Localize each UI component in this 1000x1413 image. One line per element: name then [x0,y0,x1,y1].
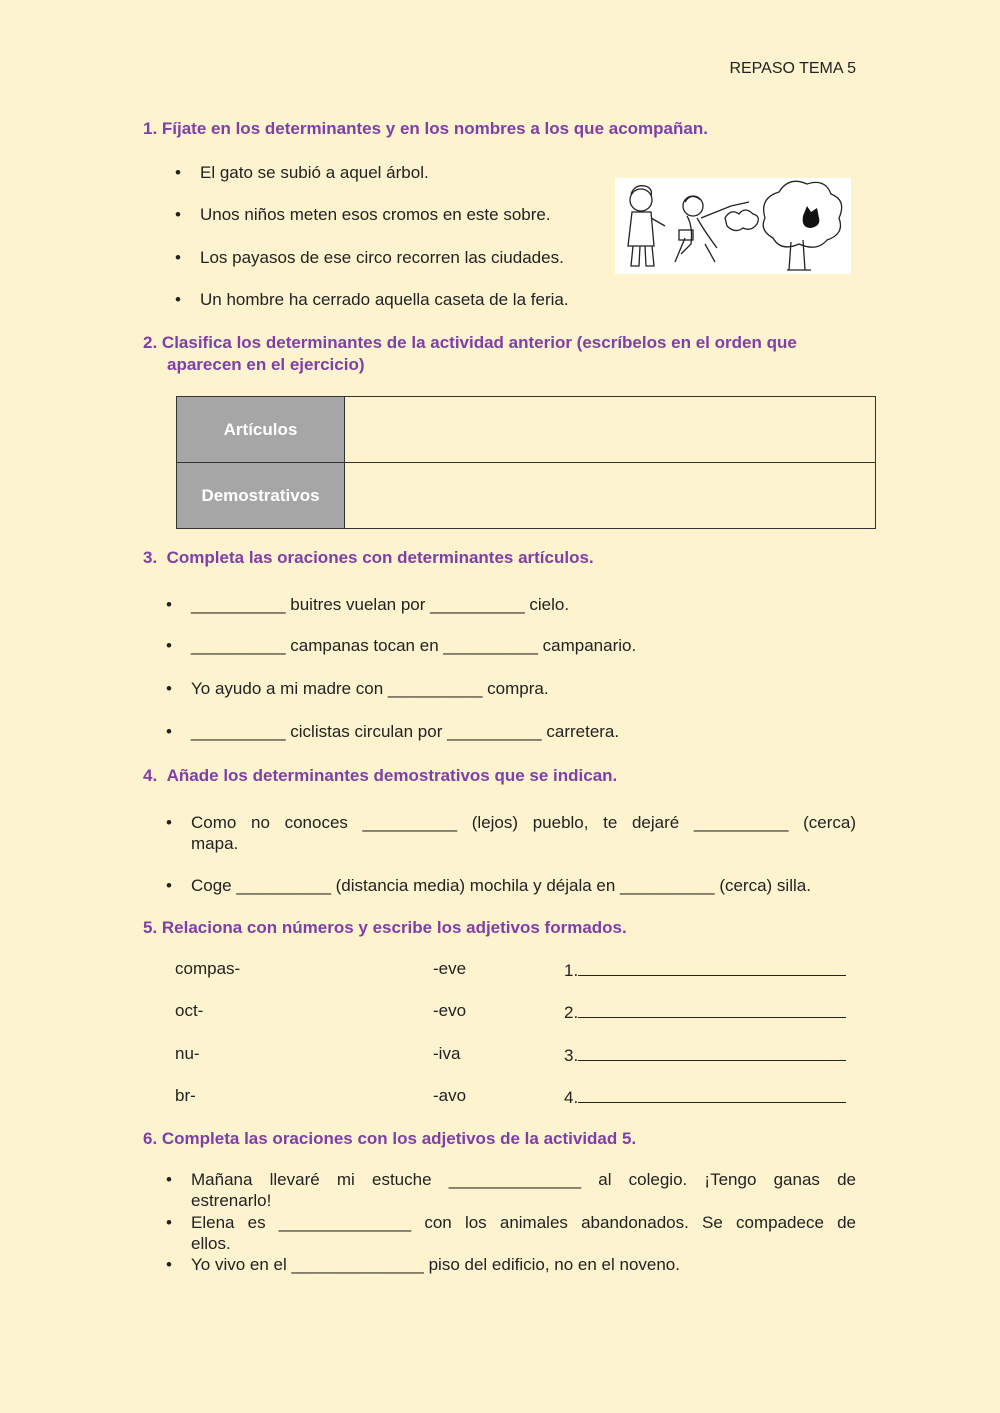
answer-line[interactable]: 4. [564,1086,846,1108]
word-ending: -iva [433,1044,461,1063]
q1-item: • Unos niños meten esos cromos en este sobre. [175,205,551,224]
page-header: REPASO TEMA 5 [729,60,856,77]
children-tree-illustration [615,178,851,274]
q4-item: • Coge __________ (distancia media) mochila y déjala en __________ (cerca) silla. [166,876,811,895]
q6-item: • Mañana llevaré mi estuche ______________ al colegio. ¡Tengo ganas de estrenarlo! [166,1170,856,1210]
q1-item: • Los payasos de ese circo recorren las ciudades. [175,248,564,267]
root-word: nu- [175,1044,200,1063]
q4-item: • Como no conoces __________ (lejos) pueblo, te dejaré __________ (cerca) mapa. [166,813,856,853]
root-word: compas- [175,959,241,978]
answer-cell-demostrativos[interactable] [345,463,876,529]
illustration-drawing [615,178,851,274]
q4-title: 4. Añade los determinantes demostrativos que se indican. [143,766,618,785]
answer-line[interactable]: 1. [564,959,846,981]
table-row [177,463,876,529]
q3-title: 3. Completa las oraciones con determinantes artículos. [143,548,594,567]
answer-line[interactable]: 2. [564,1001,846,1023]
answer-line[interactable]: 3. [564,1044,846,1066]
q6-item: • Elena es ______________ con los animales abandonados. Se compadece de ellos. [166,1213,856,1253]
row-label-articulos: Artículos [177,397,345,463]
q3-item: • __________ buitres vuelan por __________ cielo. [166,595,570,614]
word-ending: -evo [433,1001,467,1020]
answer-cell-articulos[interactable] [345,397,876,463]
q5-title: 5. Relaciona con números y escribe los adjetivos formados. [143,918,627,937]
q2-title: 2. Clasifica los determinantes de la actividad anterior (escríbelos en el orden que aparecen en el ejercicio) [143,333,797,374]
word-ending: -avo [433,1086,467,1105]
q3-item: • __________ campanas tocan en __________ campanario. [166,636,637,655]
q1-item: • El gato se subió a aquel árbol. [175,163,429,182]
classification-table [176,396,876,529]
table-row [177,397,876,463]
q3-item: • __________ ciclistas circulan por __________ carretera. [166,722,620,741]
q6-item: • Yo vivo en el ______________ piso del edificio, no en el noveno. [166,1255,680,1274]
q3-item: • Yo ayudo a mi madre con __________ compra. [166,679,549,698]
q1-item: • Un hombre ha cerrado aquella caseta de la feria. [175,290,569,309]
row-label-demostrativos: Demostrativos [177,463,345,529]
q1-title: 1. Fíjate en los determinantes y en los nombres a los que acompañan. [143,119,708,138]
word-ending: -eve [433,959,467,978]
root-word: oct- [175,1001,204,1020]
q6-title: 6. Completa las oraciones con los adjetivos de la actividad 5. [143,1129,637,1148]
root-word: br- [175,1086,196,1105]
